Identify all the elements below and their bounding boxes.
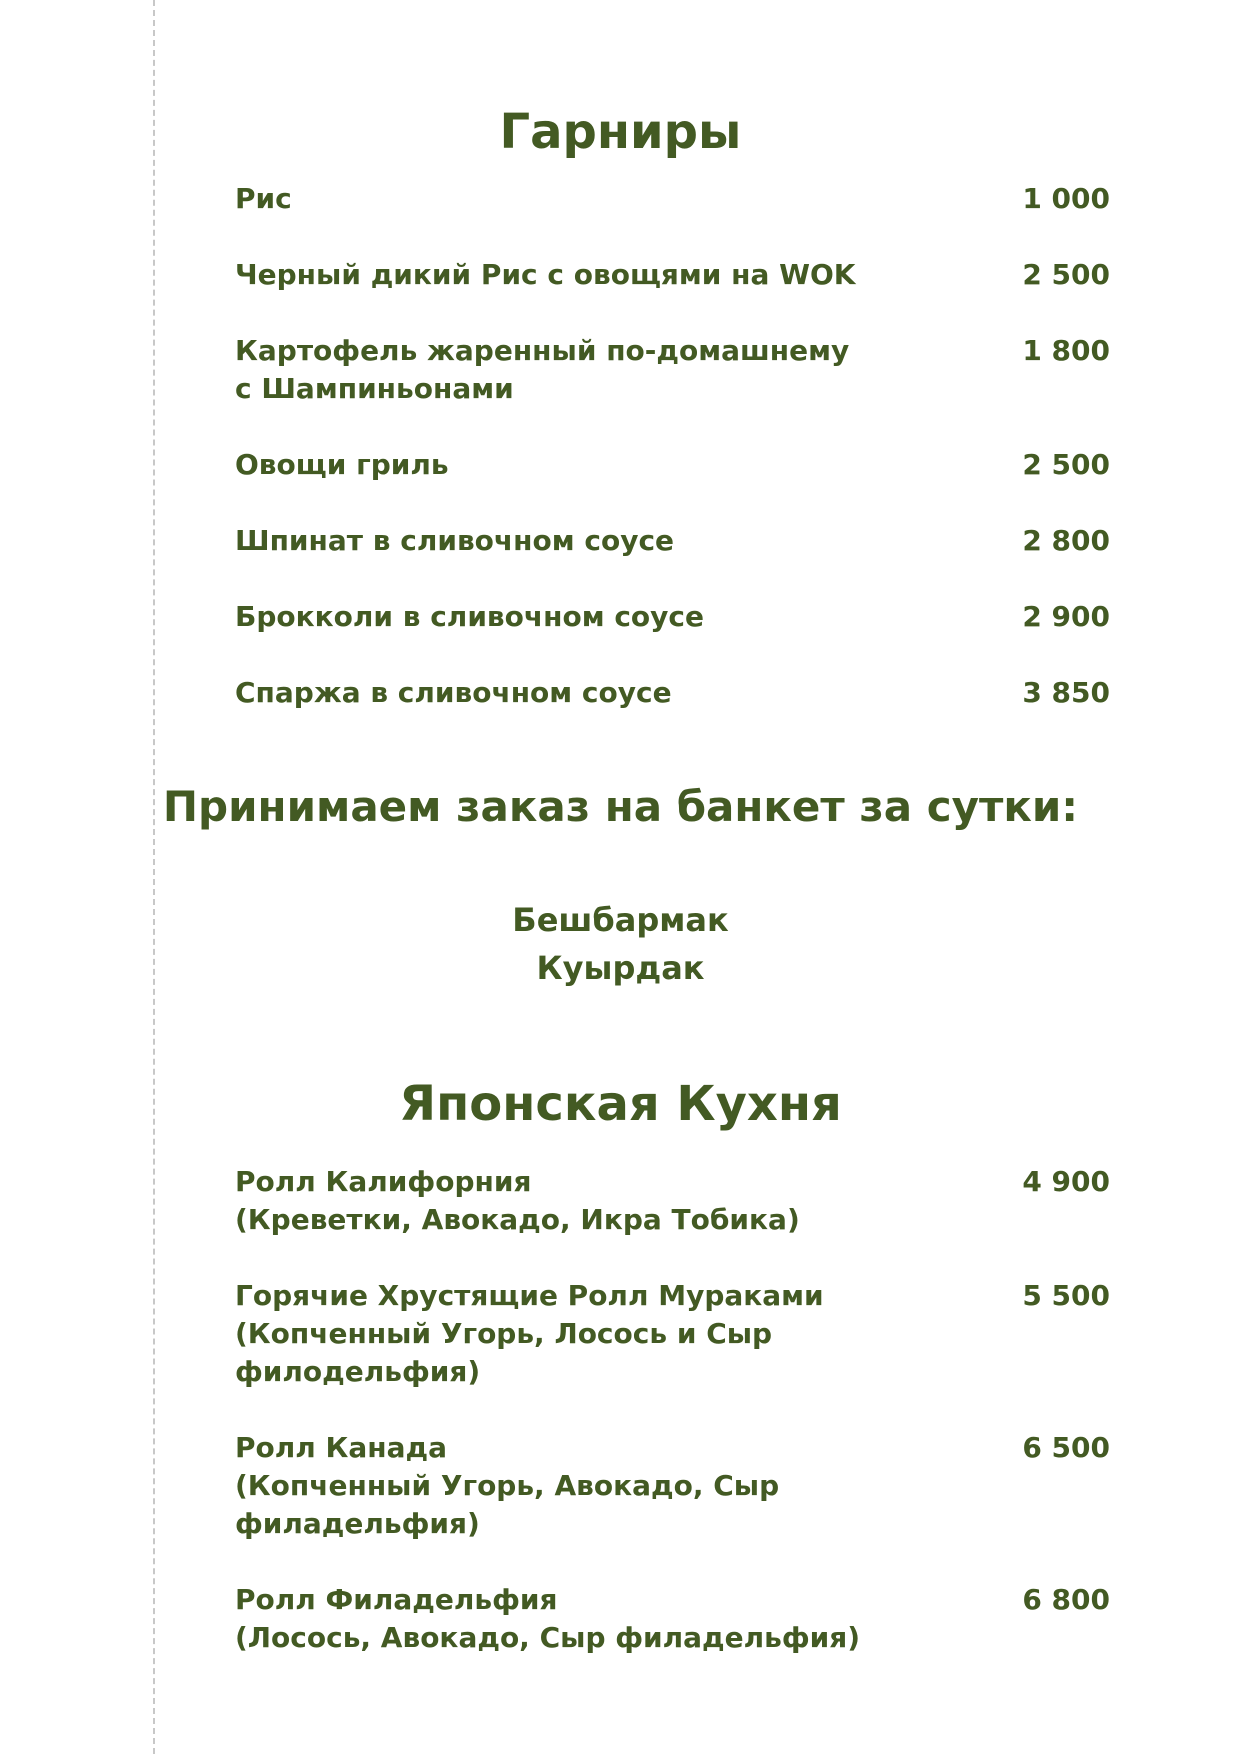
item-text [235,1581,860,1657]
menu-item [235,446,1110,484]
item-name: Картофель жаренный по-домашнему [235,334,850,367]
item-price: 2 500 [1022,448,1110,481]
menu-item [235,256,1110,294]
item-text [235,256,856,294]
item-text [235,180,292,218]
item-text [235,332,849,408]
menu-item [235,1277,1110,1391]
item-price: 5 500 [1022,1279,1110,1312]
japanese-menu-list [235,1163,1110,1695]
menu-item [235,332,1110,408]
item-detail: с Шампиньонами [235,372,514,405]
item-name: Шпинат в сливочном соусе [235,524,675,557]
item-text [235,1429,1000,1543]
item-text [235,1277,1000,1391]
item-price: 2 900 [1022,600,1110,633]
section-title-banquet: Принимаем заказ на банкет за сутки: [162,782,1079,831]
menu-item [235,598,1110,636]
item-price: 2 500 [1022,258,1110,291]
menu-item [235,180,1110,218]
item-price: 4 900 [1022,1165,1110,1198]
item-detail: (Копченный Угорь, Авокадо, Сыр филадельфия) [235,1469,780,1540]
item-name: Брокколи в сливочном соусе [235,600,704,633]
item-price: 3 850 [1022,676,1110,709]
item-name: Ролл Калифорния [235,1165,532,1198]
fold-guide-line [153,0,155,1754]
menu-item [235,1581,1110,1657]
item-text [235,1163,800,1239]
item-name: Овощи гриль [235,448,449,481]
item-name: Горячие Хрустящие Ролл Мураками [235,1279,824,1312]
item-text [235,446,449,484]
item-price: 1 800 [1022,334,1110,367]
banquet-dish: Бешбармак [512,901,729,939]
item-name: Рис [235,182,292,215]
item-name: Ролл Канада [235,1431,448,1464]
menu-item [235,1163,1110,1239]
item-price: 6 800 [1022,1583,1110,1616]
garnish-menu-list [235,180,1110,750]
menu-item [235,522,1110,560]
banquet-dish-list [0,896,1241,992]
item-price: 6 500 [1022,1431,1110,1464]
item-text [235,522,674,560]
item-detail: (Лосось, Авокадо, Сыр филадельфия) [235,1621,861,1654]
banquet-dish: Куырдак [536,949,705,987]
item-detail: (Копченный Угорь, Лосось и Сыр филодельфия) [235,1317,773,1388]
item-price: 2 800 [1022,524,1110,557]
menu-item [235,1429,1110,1543]
item-price: 1 000 [1022,182,1110,215]
section-title-japanese: Японская Кухня [399,1076,842,1132]
section-title-garnish: Гарниры [499,104,742,160]
item-text [235,598,704,636]
item-name: Черный дикий Рис с овощями на WOK [235,258,856,291]
item-text [235,674,672,712]
item-detail: (Креветки, Авокадо, Икра Тобика) [235,1203,800,1236]
item-name: Спаржа в сливочном соусе [235,676,672,709]
menu-item [235,674,1110,712]
item-name: Ролл Филадельфия [235,1583,558,1616]
